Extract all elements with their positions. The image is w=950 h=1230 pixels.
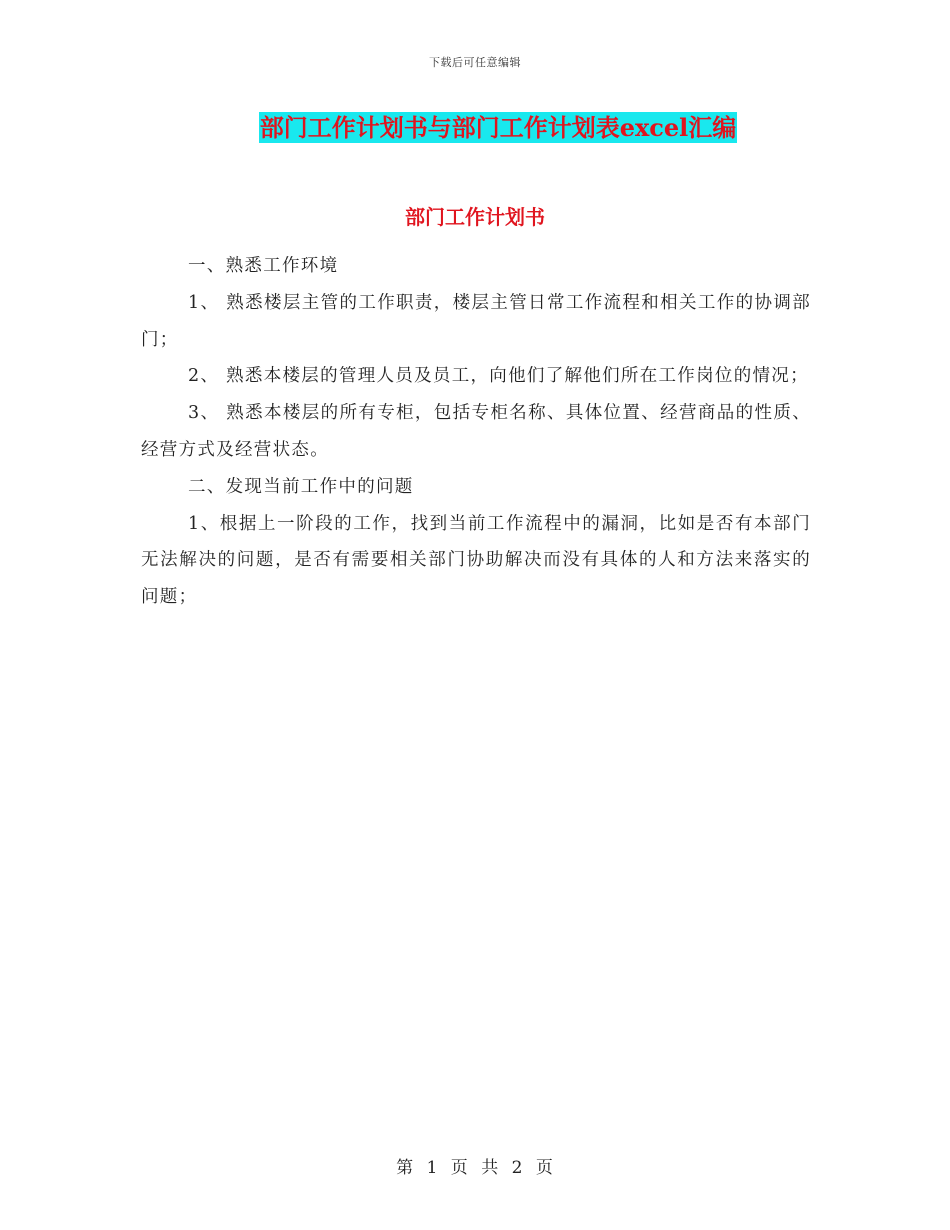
document-body <box>141 248 811 616</box>
paragraph-heading-2: 二、发现当前工作中的问题 <box>188 476 414 497</box>
paragraph-item: 2、 熟悉本楼层的管理人员及员工，向他们了解他们所在工作岗位的情况； <box>188 366 809 387</box>
paragraph-heading-1: 一、熟悉工作环境 <box>188 256 339 276</box>
paragraph-item: 3、 熟悉本楼层的所有专柜，包括专柜名称、具体位置、经营商品的性质、经营方式及经营状态。 <box>141 403 811 460</box>
header-note: 下载后可任意编辑 <box>429 56 521 69</box>
document-title: 部门工作计划书与部门工作计划表excel汇编 <box>259 113 737 142</box>
section-title: 部门工作计划书 <box>405 205 545 229</box>
page-footer: 第 1 页 共 2 页 <box>396 1158 554 1178</box>
paragraph-item: 1、 熟悉楼层主管的工作职责，楼层主管日常工作流程和相关工作的协调部门； <box>141 292 811 350</box>
document-title-container <box>0 112 950 143</box>
paragraph-item: 1、根据上一阶段的工作，找到当前工作流程中的漏洞，比如是否有本部门无法解决的问题，是否有需要相关部门协助解决而没有具体的人和方法来落实的问题； <box>141 513 811 608</box>
